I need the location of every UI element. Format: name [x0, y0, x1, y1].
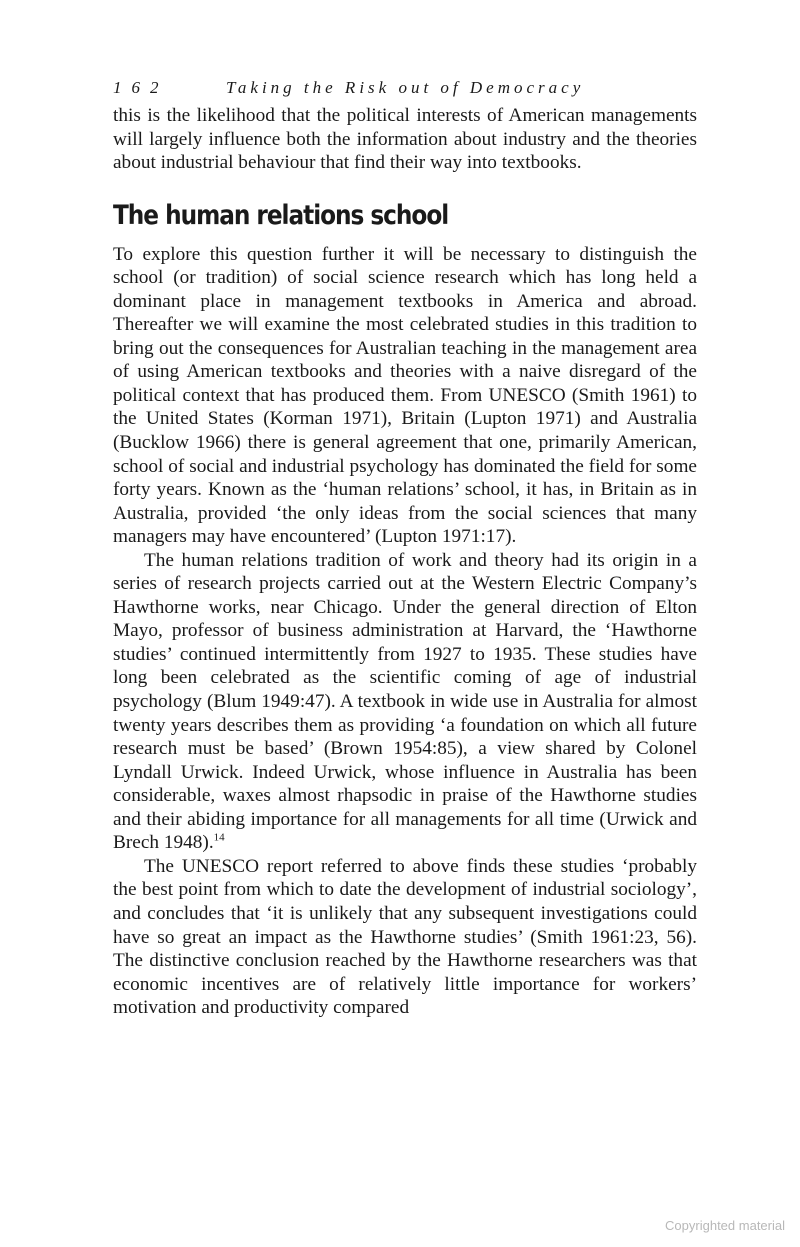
running-title: Taking the Risk out of Democracy — [226, 78, 585, 97]
lead-paragraph: this is the likelihood that the political interests of American managements will largely influence both the information about industry and the theories about industrial behaviour that find their way into textbooks. — [113, 105, 697, 174]
section-heading: The human relations school — [113, 199, 449, 231]
footnote-marker[interactable]: 14 — [213, 831, 225, 844]
page-number: 162 — [113, 78, 169, 97]
running-header — [113, 78, 697, 104]
book-page — [113, 78, 697, 1020]
paragraph-2-text: The human relations tradition of work and theory had its origin in a series of research projects carried out at the Western Electric Company’s Hawthorne works, near Chicago. Under the general direction of Elton Mayo, professor of business administration at Harvard, the ‘Hawthorne studies’ continued intermittently from 1927 to 1935. These studies have long been celebrated as the scientific coming of age of industrial psychology (Blum 1949:47). A textbook in wide use in Australia for almost twenty years describes them as providing ‘a foundation on which all future research must be based’ (Brown 1954:85), a view shared by Colonel Lyndall Urwick. Indeed Urwick, whose influence in Australia has been considerable, waxes almost rhapsodic in praise of the Hawthorne studies and their abiding importance for all managements for all time (Urwick and Brech 1948). — [113, 549, 697, 854]
copyright-watermark: Copyrighted material — [665, 1218, 785, 1233]
paragraph-1: To explore this question further it will be necessary to distinguish the school (or tradition) of social science research which has long held a dominant place in management textbooks in America and abroad. Thereafter we will examine the most celebrated studies in this tradition to bring out the consequences for Australian teaching in the management area of using American textbooks and theories with a naive disregard of the political context that has produced them. From UNESCO (Smith 1961) to the United States (Korman 1971), Britain (Lupton 1971) and Australia (Bucklow 1966) there is general agreement that one, primarily American, school of social and industrial psychology has dominated the field for some forty years. Known as the ‘human relations’ school, it has, in Britain as in Australia, provided ‘the only ideas from the social sciences that many managers may have encountered’ (Lupton 1971:17). — [113, 243, 697, 548]
paragraph-3: The UNESCO report referred to above finds these studies ‘probably the best point from which to date the development of industrial sociology’, and concludes that ‘it is unlikely that any subsequent investigations could have so great an impact as the Hawthorne studies’ (Smith 1961:23, 56). The distinctive conclusion reached by the Hawthorne researchers was that economic incentives are of relatively little importance for workers’ motivation and productivity compared — [113, 855, 697, 1019]
paragraph-2 — [113, 549, 697, 855]
